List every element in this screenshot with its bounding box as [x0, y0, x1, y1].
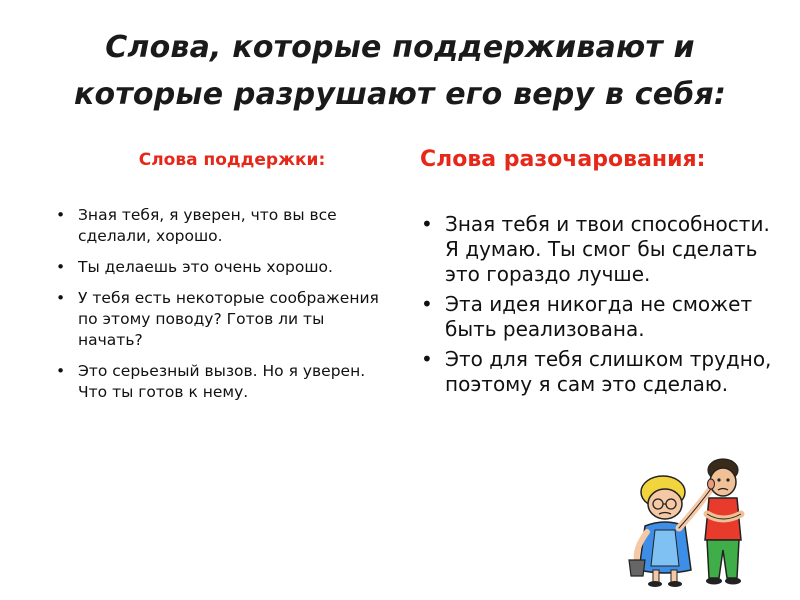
list-item — [418, 212, 788, 287]
woman-figure-icon — [629, 476, 713, 587]
title-line-2: которые разрушают его веру в себя: — [73, 77, 727, 112]
disappointment-words-list — [418, 212, 788, 397]
list-item-text: Это для тебя слишком трудно, поэтому я сам это сделаю. — [445, 347, 772, 396]
list-item — [418, 347, 788, 397]
list-item — [52, 205, 392, 247]
bullet-icon: • — [421, 347, 433, 371]
bullet-icon: • — [56, 289, 66, 307]
list-item — [52, 361, 392, 403]
bullet-icon: • — [56, 362, 66, 380]
bullet-icon: • — [56, 206, 66, 224]
bullet-icon: • — [421, 292, 433, 316]
list-item-text: Эта идея никогда не сможет быть реализована. — [445, 292, 753, 341]
support-words-column — [52, 140, 392, 413]
title-line-1: Слова, которые поддерживают и — [105, 30, 695, 65]
list-item — [52, 288, 392, 351]
list-item-text: Ты делаешь это очень хорошо. — [78, 258, 333, 276]
support-words-heading: Слова поддержки: — [138, 150, 326, 170]
support-words-list — [52, 205, 392, 403]
bullet-icon: • — [421, 212, 433, 236]
list-item — [418, 292, 788, 342]
disappointment-words-heading: Слова разочарования: — [420, 147, 706, 172]
list-item-text: У тебя есть некоторые соображения по этому поводу? Готов ли ты начать? — [78, 289, 379, 349]
woman-pulling-boy-ear-clipart — [615, 448, 775, 588]
slide-title — [20, 24, 780, 118]
list-item — [52, 257, 392, 278]
list-item-text: Зная тебя и твои способности. Я думаю. Ты смог бы сделать это гораздо лучше. — [445, 212, 770, 286]
list-item-text: Это серьезный вызов. Но я уверен. Что ты готов к нему. — [78, 362, 366, 401]
boy-figure-icon — [705, 459, 741, 585]
disappointment-words-column — [418, 140, 788, 402]
bullet-icon: • — [56, 258, 66, 276]
list-item-text: Зная тебя, я уверен, что вы все сделали, хорошо. — [78, 206, 337, 245]
